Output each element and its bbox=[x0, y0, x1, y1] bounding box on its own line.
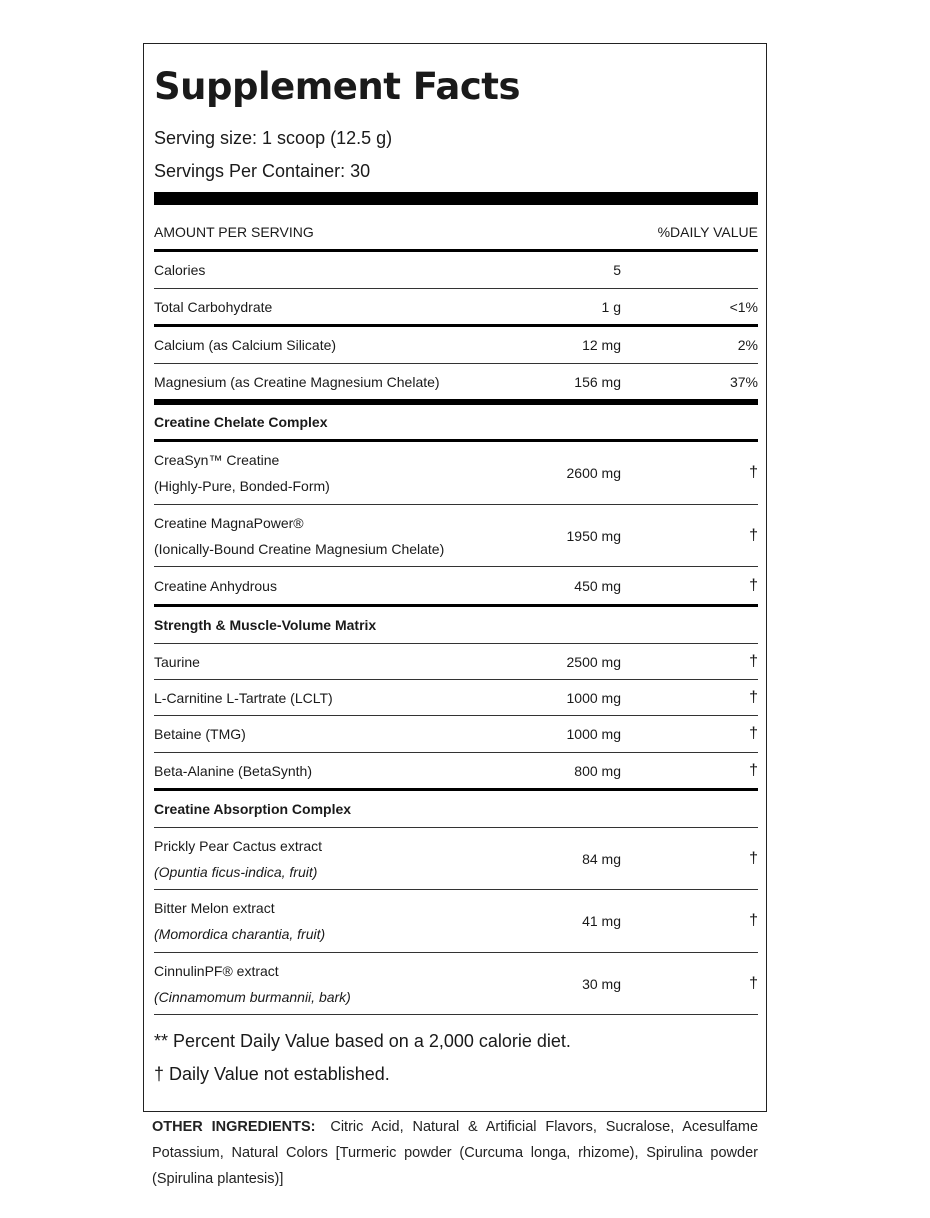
ingredient-title: CinnulinPF® extract bbox=[154, 962, 279, 979]
section-title: Creatine Chelate Complex bbox=[154, 414, 328, 430]
ingredient-description: (Highly-Pure, Bonded-Form) bbox=[154, 478, 330, 494]
table-row bbox=[154, 252, 758, 289]
ingredient-amount: 2600 mg bbox=[566, 465, 621, 481]
ingredient-amount: 84 mg bbox=[582, 850, 621, 867]
nutrient-amount: 12 mg bbox=[582, 337, 621, 353]
nutrient-name: Total Carbohydrate bbox=[154, 298, 273, 315]
table-row bbox=[154, 442, 758, 505]
table-row bbox=[154, 505, 758, 567]
nutrient-amount: 1 g bbox=[601, 298, 621, 315]
table-row bbox=[154, 644, 758, 680]
nutrient-amount: 5 bbox=[613, 262, 621, 278]
ingredient-name bbox=[154, 833, 322, 885]
table-row bbox=[154, 680, 758, 716]
table-row bbox=[154, 716, 758, 753]
nutrient-daily-value: 2% bbox=[737, 337, 758, 353]
nutrient-name: Calcium (as Calcium Silicate) bbox=[154, 337, 337, 353]
ingredient-title: Prickly Pear Cactus extract bbox=[154, 837, 323, 854]
ingredient-amount: 1000 mg bbox=[566, 726, 621, 742]
ingredient-amount: 41 mg bbox=[582, 913, 621, 929]
table-row bbox=[154, 289, 758, 327]
other-ingredients bbox=[152, 1114, 758, 1192]
amount-per-serving-label: AMOUNT PER SERVING bbox=[154, 224, 314, 240]
dagger-mark: † bbox=[749, 849, 758, 867]
ingredient-title: Bitter Melon extract bbox=[154, 900, 275, 916]
ingredient-name: Betaine (TMG) bbox=[154, 726, 246, 742]
ingredient-title: Creatine MagnaPower® bbox=[154, 514, 304, 531]
ingredient-amount: 1000 mg bbox=[566, 689, 621, 706]
daily-value-label: %DAILY VALUE bbox=[657, 224, 758, 240]
serving-size: Serving size: 1 scoop (12.5 g) bbox=[154, 128, 393, 148]
ingredient-title: CreaSyn™ Creatine bbox=[154, 452, 280, 468]
table-row bbox=[154, 364, 758, 399]
table-row bbox=[154, 567, 758, 607]
ingredient-botanical: (Opuntia ficus-indica, fruit) bbox=[154, 863, 318, 880]
dagger-mark: † bbox=[749, 576, 758, 594]
ingredient-amount: 1950 mg bbox=[566, 527, 621, 544]
dagger-mark: † bbox=[749, 912, 758, 929]
ingredient-name: L-Carnitine L-Tartrate (LCLT) bbox=[154, 689, 333, 706]
ingredient-name bbox=[154, 510, 444, 562]
dagger-mark: † bbox=[749, 652, 758, 670]
ingredient-botanical: (Cinnamomum burmannii, bark) bbox=[154, 988, 351, 1005]
servings-per-container: Servings Per Container: 30 bbox=[154, 161, 371, 181]
ingredient-name bbox=[154, 447, 330, 499]
nutrient-daily-value: 37% bbox=[729, 373, 758, 390]
ingredient-name bbox=[154, 895, 325, 947]
panel-title: Supplement Facts bbox=[154, 65, 521, 108]
ingredient-description: (Ionically-Bound Creatine Magnesium Chelate) bbox=[154, 540, 445, 557]
dagger-mark: † bbox=[749, 464, 758, 481]
ingredient-amount: 800 mg bbox=[574, 762, 621, 779]
other-ingredients-text: Citric Acid, Natural & Artificial Flavors, Sucralose, Acesulfame Potassium, Natural Colors [Turmeric powder (Curcuma longa, rhizome), Spirulina powder (Spirulina plantesis)] bbox=[152, 1119, 759, 1187]
section-header bbox=[154, 607, 758, 644]
ingredient-amount: 2500 mg bbox=[566, 653, 621, 670]
dagger-footnote: † Daily Value not established. bbox=[154, 1064, 390, 1084]
nutrient-daily-value: <1% bbox=[729, 298, 758, 315]
dagger-mark: † bbox=[749, 526, 758, 544]
dagger-mark: † bbox=[749, 974, 758, 992]
other-ingredients-label: OTHER INGREDIENTS: bbox=[152, 1119, 316, 1135]
ingredient-amount: 450 mg bbox=[574, 577, 621, 594]
section-header bbox=[154, 791, 758, 828]
section-title: Creatine Absorption Complex bbox=[154, 801, 352, 817]
dagger-mark: † bbox=[749, 688, 758, 706]
table-row bbox=[154, 327, 758, 364]
ingredient-botanical: (Momordica charantia, fruit) bbox=[154, 926, 326, 942]
dagger-mark: † bbox=[749, 725, 758, 742]
table-row bbox=[154, 828, 758, 890]
nutrient-amount: 156 mg bbox=[574, 373, 621, 390]
ingredient-amount: 30 mg bbox=[582, 975, 621, 992]
percent-dv-footnote: ** Percent Daily Value based on a 2,000 calorie diet. bbox=[154, 1031, 571, 1051]
section-header bbox=[154, 405, 758, 442]
thick-divider bbox=[154, 192, 758, 205]
dagger-mark: † bbox=[749, 761, 758, 779]
ingredient-name bbox=[154, 958, 351, 1010]
ingredient-name: Taurine bbox=[154, 653, 200, 670]
table-row bbox=[154, 753, 758, 791]
ingredient-name: Creatine Anhydrous bbox=[154, 577, 277, 594]
table-row bbox=[154, 890, 758, 953]
nutrient-name: Calories bbox=[154, 262, 206, 278]
supplement-facts-panel bbox=[143, 43, 767, 1112]
table-row bbox=[154, 953, 758, 1015]
section-title: Strength & Muscle-Volume Matrix bbox=[154, 617, 377, 633]
nutrient-name: Magnesium (as Creatine Magnesium Chelate) bbox=[154, 373, 440, 390]
ingredient-name: Beta-Alanine (BetaSynth) bbox=[154, 762, 312, 779]
